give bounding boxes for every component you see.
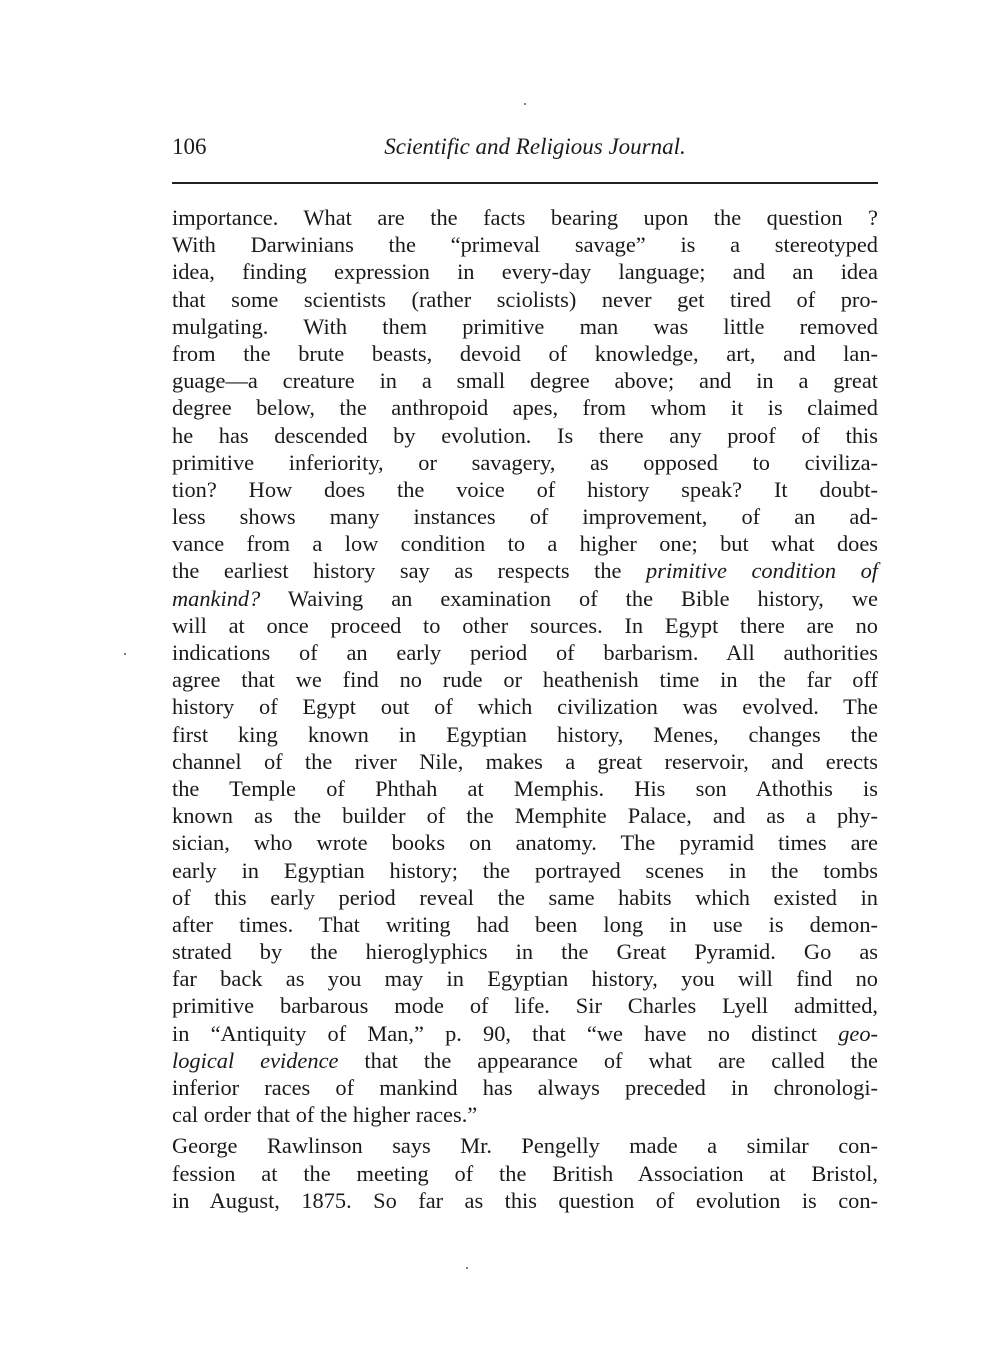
text-line (172, 639, 878, 666)
body-text (172, 204, 878, 1214)
text-span: George Rawlinson says Mr. Pengelly made a similar con- (172, 1133, 878, 1159)
text-line (172, 1132, 878, 1159)
text-line (172, 231, 878, 258)
text-line (172, 1160, 878, 1187)
text-span: of this early period reveal the same habits which existed in (172, 884, 878, 910)
text-line (172, 340, 878, 367)
text-line (172, 476, 878, 503)
scan-speck (466, 1267, 468, 1269)
text-span: mulgating. With them primitive man was little removed (172, 313, 878, 339)
text-span: far back as you may in Egyptian history, you will find no (172, 966, 878, 992)
text-span: channel of the river Nile, makes a great reservoir, and erects (172, 748, 878, 774)
text-span: the earliest history say as respects the (172, 558, 647, 584)
scan-speck (524, 103, 526, 105)
page-number: 106 (172, 134, 207, 159)
text-span: from the brute beasts, devoid of knowledge, art, and lan- (172, 340, 878, 366)
text-line (172, 422, 878, 449)
text-span: degree below, the anthropoid apes, from whom it is claimed (172, 395, 878, 421)
text-line (172, 693, 878, 720)
text-span: that some scientists (rather sciolists) never get tired of pro- (172, 286, 878, 312)
text-span: he has descended by evolution. Is there any proof of this (172, 422, 878, 448)
text-line (172, 557, 878, 584)
text-line (172, 204, 878, 231)
text-line (172, 802, 878, 829)
text-line (172, 829, 878, 856)
text-line (172, 530, 878, 557)
italic-text: mankind? (172, 585, 261, 611)
text-span: Waiving an examination of the Bible history, we (260, 585, 878, 611)
text-line (172, 258, 878, 285)
text-span: tion? How does the voice of history speak? It doubt- (172, 476, 878, 502)
text-line (172, 965, 878, 992)
text-span: known as the builder of the Memphite Palace, and as a phy- (172, 803, 878, 829)
text-span: With Darwinians the “primeval savage” is a stereotyped (172, 232, 878, 258)
text-span: sician, who wrote books on anatomy. The pyramid times are (172, 830, 878, 856)
text-line (172, 1187, 878, 1214)
text-line (172, 1047, 878, 1074)
text-line (172, 884, 878, 911)
text-span: after times. That writing had been long in use is demon- (172, 911, 878, 937)
text-line (172, 449, 878, 476)
running-header (172, 134, 878, 166)
text-span: fession at the meeting of the British Association at Bristol, (172, 1160, 878, 1186)
header-rule (172, 182, 878, 184)
text-line (172, 394, 878, 421)
italic-text: geo- (838, 1020, 878, 1046)
text-span: primitive inferiority, or savagery, as opposed to civiliza- (172, 449, 878, 475)
text-line (172, 503, 878, 530)
text-line (172, 612, 878, 639)
text-line (172, 1020, 878, 1047)
text-span: inferior races of mankind has always preceded in chronologi- (172, 1075, 878, 1100)
text-span: importance. What are the facts bearing upon the question ? (172, 205, 878, 230)
text-span: indications of an early period of barbarism. All authorities (172, 640, 878, 665)
text-span: primitive barbarous mode of life. Sir Charles Lyell admitted, (172, 993, 878, 1019)
text-span: agree that we find no rude or heathenish time in the far off (172, 667, 878, 693)
italic-text: primitive condition of (646, 558, 878, 584)
text-span: in August, 1875. So far as this question of evolution is con- (172, 1187, 878, 1213)
running-title: Scientific and Religious Journal. (384, 134, 686, 159)
text-span: will at once proceed to other sources. In Egypt there are no (172, 612, 878, 638)
text-line (172, 313, 878, 340)
text-line (172, 666, 878, 693)
text-span: the Temple of Phthah at Memphis. His son Athothis is (172, 775, 878, 801)
text-line (172, 721, 878, 748)
text-line (172, 857, 878, 884)
text-span: first king known in Egyptian history, Menes, changes the (172, 721, 878, 747)
text-span: vance from a low condition to a higher one; but what does (172, 531, 878, 557)
text-line (172, 748, 878, 775)
text-span: cal order that of the higher races.” (172, 1102, 478, 1128)
text-line (172, 938, 878, 965)
text-line (172, 911, 878, 938)
text-line (172, 775, 878, 802)
text-span: idea, finding expression in every-day language; and an idea (172, 259, 878, 285)
text-line (172, 286, 878, 313)
text-span: less shows many instances of improvement, of an ad- (172, 504, 878, 530)
text-span: history of Egypt out of which civilization was evolved. The (172, 694, 878, 720)
text-line (172, 1101, 878, 1128)
text-span: strated by the hieroglyphics in the Great Pyramid. Go as (172, 939, 878, 965)
text-span: in “Antiquity of Man,” p. 90, that “we have no distinct (172, 1020, 839, 1046)
text-line (172, 367, 878, 394)
italic-text: logical evidence (172, 1047, 339, 1073)
text-span: that the appearance of what are called the (338, 1047, 878, 1073)
text-line (172, 1074, 878, 1101)
text-line (172, 992, 878, 1019)
text-span: guage—a creature in a small degree above; and in a great (172, 368, 878, 394)
text-line (172, 585, 878, 612)
text-span: early in Egyptian history; the portrayed scenes in the tombs (172, 857, 878, 883)
scan-speck (124, 653, 126, 655)
